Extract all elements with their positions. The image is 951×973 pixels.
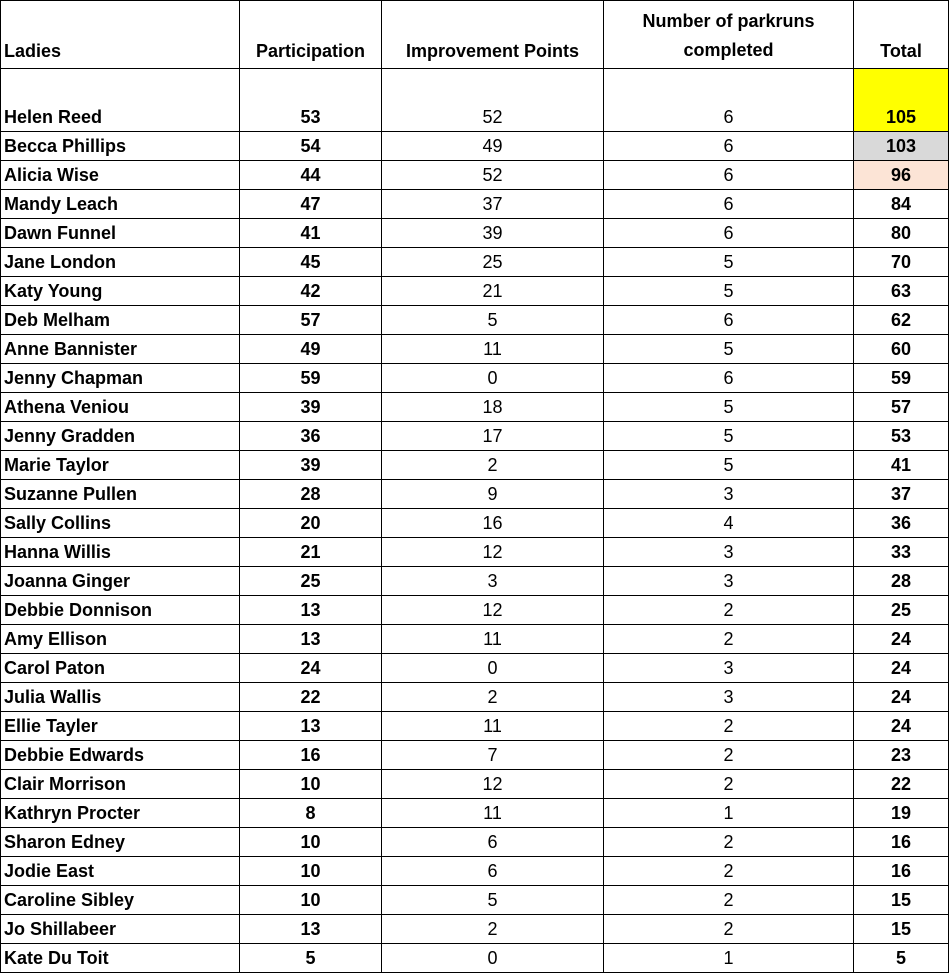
cell-name: Athena Veniou — [1, 393, 240, 422]
cell-name: Clair Morrison — [1, 770, 240, 799]
cell-participation: 47 — [240, 190, 382, 219]
table-row — [1, 335, 949, 364]
cell-name: Ellie Tayler — [1, 712, 240, 741]
cell-parkruns-completed: 2 — [604, 857, 854, 886]
cell-total: 60 — [854, 335, 949, 364]
cell-participation: 8 — [240, 799, 382, 828]
cell-name: Dawn Funnel — [1, 219, 240, 248]
cell-parkruns-completed: 3 — [604, 538, 854, 567]
cell-name: Joanna Ginger — [1, 567, 240, 596]
cell-improvement-points: 0 — [382, 654, 604, 683]
cell-participation: 21 — [240, 538, 382, 567]
cell-total: 19 — [854, 799, 949, 828]
cell-total: 24 — [854, 654, 949, 683]
cell-parkruns-completed: 3 — [604, 683, 854, 712]
cell-name: Jenny Chapman — [1, 364, 240, 393]
cell-total: 24 — [854, 683, 949, 712]
cell-name: Sharon Edney — [1, 828, 240, 857]
cell-improvement-points: 3 — [382, 567, 604, 596]
cell-participation: 24 — [240, 654, 382, 683]
cell-improvement-points: 5 — [382, 886, 604, 915]
cell-improvement-points: 2 — [382, 915, 604, 944]
cell-total: 70 — [854, 248, 949, 277]
cell-parkruns-completed: 6 — [604, 219, 854, 248]
table-row — [1, 190, 949, 219]
header-ladies: Ladies — [1, 1, 240, 69]
header-parkruns-completed: Number of parkruns completed — [604, 1, 854, 69]
cell-total: 16 — [854, 857, 949, 886]
cell-total: 62 — [854, 306, 949, 335]
cell-parkruns-completed: 2 — [604, 596, 854, 625]
cell-name: Kathryn Procter — [1, 799, 240, 828]
cell-total: 84 — [854, 190, 949, 219]
cell-participation: 20 — [240, 509, 382, 538]
cell-participation: 49 — [240, 335, 382, 364]
cell-total: 15 — [854, 915, 949, 944]
cell-name: Deb Melham — [1, 306, 240, 335]
cell-parkruns-completed: 6 — [604, 132, 854, 161]
table-row — [1, 654, 949, 683]
cell-parkruns-completed: 5 — [604, 248, 854, 277]
cell-participation: 5 — [240, 944, 382, 973]
table-row — [1, 596, 949, 625]
header-improvement-points: Improvement Points — [382, 1, 604, 69]
cell-total: 53 — [854, 422, 949, 451]
cell-parkruns-completed: 5 — [604, 335, 854, 364]
cell-parkruns-completed: 3 — [604, 654, 854, 683]
cell-parkruns-completed: 4 — [604, 509, 854, 538]
cell-participation: 13 — [240, 625, 382, 654]
table-row — [1, 741, 949, 770]
cell-name: Alicia Wise — [1, 161, 240, 190]
cell-improvement-points: 12 — [382, 596, 604, 625]
cell-improvement-points: 9 — [382, 480, 604, 509]
cell-parkruns-completed: 5 — [604, 422, 854, 451]
table-row — [1, 277, 949, 306]
cell-participation: 42 — [240, 277, 382, 306]
cell-participation: 25 — [240, 567, 382, 596]
cell-parkruns-completed: 2 — [604, 712, 854, 741]
table-row — [1, 567, 949, 596]
cell-participation: 10 — [240, 886, 382, 915]
cell-improvement-points: 5 — [382, 306, 604, 335]
table-row — [1, 538, 949, 567]
cell-improvement-points: 18 — [382, 393, 604, 422]
table-row — [1, 248, 949, 277]
table-row — [1, 451, 949, 480]
cell-improvement-points: 12 — [382, 538, 604, 567]
cell-improvement-points: 37 — [382, 190, 604, 219]
table-header — [1, 1, 949, 69]
cell-name: Julia Wallis — [1, 683, 240, 712]
table-row — [1, 886, 949, 915]
cell-name: Debbie Donnison — [1, 596, 240, 625]
cell-parkruns-completed: 3 — [604, 480, 854, 509]
cell-participation: 44 — [240, 161, 382, 190]
cell-total: 23 — [854, 741, 949, 770]
cell-improvement-points: 52 — [382, 161, 604, 190]
cell-improvement-points: 39 — [382, 219, 604, 248]
cell-parkruns-completed: 6 — [604, 69, 854, 132]
cell-name: Amy Ellison — [1, 625, 240, 654]
cell-improvement-points: 0 — [382, 364, 604, 393]
cell-improvement-points: 49 — [382, 132, 604, 161]
cell-improvement-points: 0 — [382, 944, 604, 973]
header-participation: Participation — [240, 1, 382, 69]
table-row — [1, 712, 949, 741]
table-row — [1, 828, 949, 857]
cell-improvement-points: 2 — [382, 683, 604, 712]
cell-participation: 16 — [240, 741, 382, 770]
cell-improvement-points: 52 — [382, 69, 604, 132]
cell-name: Anne Bannister — [1, 335, 240, 364]
cell-total: 33 — [854, 538, 949, 567]
cell-participation: 54 — [240, 132, 382, 161]
cell-parkruns-completed: 6 — [604, 306, 854, 335]
cell-improvement-points: 11 — [382, 799, 604, 828]
cell-total: 96 — [854, 161, 949, 190]
cell-participation: 36 — [240, 422, 382, 451]
cell-improvement-points: 21 — [382, 277, 604, 306]
cell-name: Jo Shillabeer — [1, 915, 240, 944]
cell-participation: 59 — [240, 364, 382, 393]
table-row — [1, 69, 949, 132]
table-row — [1, 480, 949, 509]
cell-improvement-points: 6 — [382, 828, 604, 857]
table-row — [1, 393, 949, 422]
cell-participation: 13 — [240, 712, 382, 741]
table-row — [1, 857, 949, 886]
table-row — [1, 364, 949, 393]
cell-participation: 13 — [240, 915, 382, 944]
cell-parkruns-completed: 5 — [604, 393, 854, 422]
table-row — [1, 683, 949, 712]
cell-total: 59 — [854, 364, 949, 393]
cell-participation: 57 — [240, 306, 382, 335]
cell-improvement-points: 17 — [382, 422, 604, 451]
cell-name: Carol Paton — [1, 654, 240, 683]
table-row — [1, 799, 949, 828]
cell-participation: 45 — [240, 248, 382, 277]
cell-total: 103 — [854, 132, 949, 161]
cell-improvement-points: 12 — [382, 770, 604, 799]
cell-total: 63 — [854, 277, 949, 306]
cell-improvement-points: 16 — [382, 509, 604, 538]
cell-participation: 41 — [240, 219, 382, 248]
cell-name: Jenny Gradden — [1, 422, 240, 451]
cell-name: Jodie East — [1, 857, 240, 886]
cell-participation: 10 — [240, 857, 382, 886]
cell-total: 57 — [854, 393, 949, 422]
cell-total: 15 — [854, 886, 949, 915]
cell-name: Debbie Edwards — [1, 741, 240, 770]
cell-improvement-points: 11 — [382, 712, 604, 741]
cell-improvement-points: 2 — [382, 451, 604, 480]
cell-parkruns-completed: 5 — [604, 277, 854, 306]
cell-name: Sally Collins — [1, 509, 240, 538]
cell-name: Caroline Sibley — [1, 886, 240, 915]
cell-participation: 53 — [240, 69, 382, 132]
cell-total: 28 — [854, 567, 949, 596]
cell-name: Katy Young — [1, 277, 240, 306]
cell-total: 41 — [854, 451, 949, 480]
cell-parkruns-completed: 1 — [604, 944, 854, 973]
cell-parkruns-completed: 2 — [604, 828, 854, 857]
table-row — [1, 132, 949, 161]
cell-name: Marie Taylor — [1, 451, 240, 480]
cell-name: Becca Phillips — [1, 132, 240, 161]
cell-improvement-points: 6 — [382, 857, 604, 886]
cell-participation: 22 — [240, 683, 382, 712]
cell-participation: 39 — [240, 451, 382, 480]
header-row — [1, 1, 949, 69]
table-row — [1, 306, 949, 335]
cell-parkruns-completed: 2 — [604, 741, 854, 770]
cell-improvement-points: 7 — [382, 741, 604, 770]
cell-parkruns-completed: 3 — [604, 567, 854, 596]
cell-improvement-points: 11 — [382, 625, 604, 654]
cell-participation: 13 — [240, 596, 382, 625]
cell-participation: 39 — [240, 393, 382, 422]
cell-parkruns-completed: 2 — [604, 915, 854, 944]
cell-total: 36 — [854, 509, 949, 538]
cell-participation: 10 — [240, 828, 382, 857]
cell-total: 24 — [854, 625, 949, 654]
cell-participation: 10 — [240, 770, 382, 799]
cell-parkruns-completed: 2 — [604, 770, 854, 799]
cell-parkruns-completed: 1 — [604, 799, 854, 828]
cell-parkruns-completed: 6 — [604, 364, 854, 393]
cell-parkruns-completed: 2 — [604, 886, 854, 915]
cell-improvement-points: 25 — [382, 248, 604, 277]
cell-parkruns-completed: 6 — [604, 190, 854, 219]
cell-total: 25 — [854, 596, 949, 625]
table-row — [1, 161, 949, 190]
cell-name: Helen Reed — [1, 69, 240, 132]
cell-name: Hanna Willis — [1, 538, 240, 567]
cell-name: Kate Du Toit — [1, 944, 240, 973]
cell-total: 5 — [854, 944, 949, 973]
table-row — [1, 915, 949, 944]
cell-parkruns-completed: 6 — [604, 161, 854, 190]
cell-participation: 28 — [240, 480, 382, 509]
cell-parkruns-completed: 5 — [604, 451, 854, 480]
cell-total: 16 — [854, 828, 949, 857]
table-row — [1, 509, 949, 538]
table-body — [1, 69, 949, 973]
header-total: Total — [854, 1, 949, 69]
cell-total: 105 — [854, 69, 949, 132]
cell-name: Mandy Leach — [1, 190, 240, 219]
cell-total: 22 — [854, 770, 949, 799]
cell-total: 37 — [854, 480, 949, 509]
cell-name: Jane London — [1, 248, 240, 277]
cell-total: 80 — [854, 219, 949, 248]
cell-parkruns-completed: 2 — [604, 625, 854, 654]
table-row — [1, 944, 949, 973]
table-row — [1, 770, 949, 799]
table-row — [1, 422, 949, 451]
table-row — [1, 625, 949, 654]
cell-total: 24 — [854, 712, 949, 741]
cell-name: Suzanne Pullen — [1, 480, 240, 509]
table-row — [1, 219, 949, 248]
cell-improvement-points: 11 — [382, 335, 604, 364]
